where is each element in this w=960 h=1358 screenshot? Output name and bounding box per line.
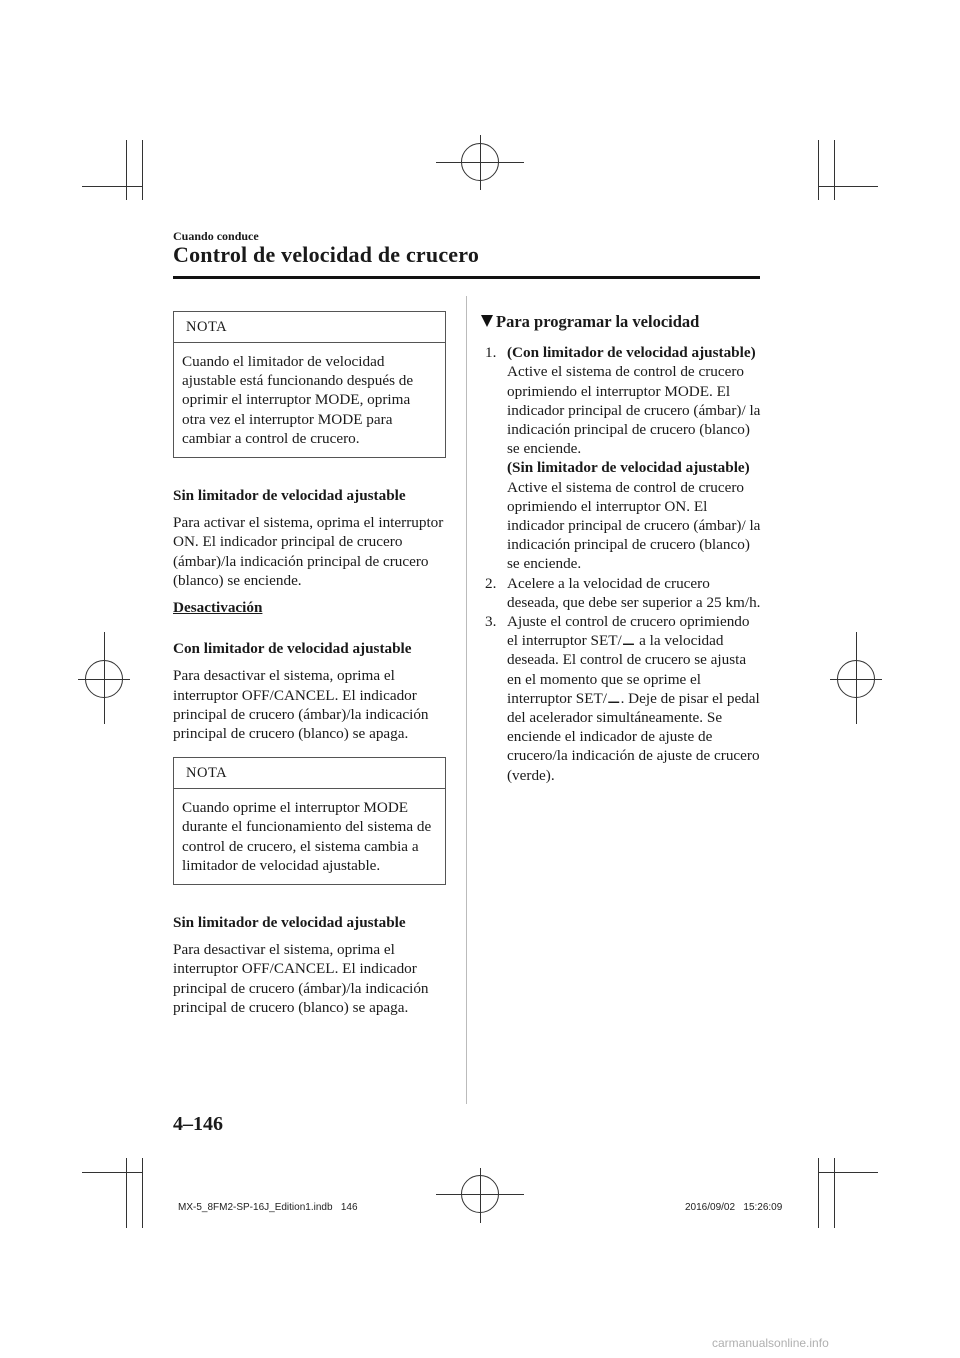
column-divider — [466, 296, 467, 1104]
paragraph: Para desactivar el sistema, oprima el interruptor OFF/CANCEL. El indicador principal de crucero (ámbar)/la indicación principal de crucero (blanco) se apaga. — [173, 941, 429, 1016]
title-rule — [173, 276, 760, 279]
subheading: Sin limitador de velocidad ajustable — [173, 487, 406, 505]
steps-list — [487, 343, 763, 785]
procedure-heading — [481, 312, 763, 331]
note-body: Cuando oprime el interruptor MODE durante el funcionamiento del sistema de control de crucero, el sistema cambia a limitador de velocidad ajustable. — [182, 799, 432, 874]
step-condition: (Sin limitador de velocidad ajustable) — [507, 459, 750, 477]
note-box — [173, 311, 446, 458]
print-timestamp: 2016/09/02 15:26:09 — [685, 1202, 783, 1213]
step-text: Active el sistema de control de crucero oprimiendo el interruptor ON. El indicador principal de crucero (ámbar)/ la indicación principal de crucero (blanco) se enciende. — [507, 478, 761, 573]
step-text: Active el sistema de control de crucero oprimiendo el interruptor MODE. El indicador principal de crucero (ámbar)/ la indicación principal de crucero (blanco) se enciende. — [507, 363, 761, 458]
step-number: 2. — [485, 574, 497, 592]
section-label: Cuando conduce — [173, 229, 259, 243]
deactivation-heading: Desactivación — [173, 599, 263, 617]
list-item — [487, 343, 763, 573]
list-item — [487, 574, 763, 612]
paragraph: Para desactivar el sistema, oprima el interruptor OFF/CANCEL. El indicador principal de crucero (ámbar)/la indicación principal de crucero (blanco) se apaga. — [173, 667, 429, 743]
left-column — [173, 311, 446, 1025]
subheading: Con limitador de velocidad ajustable — [173, 640, 412, 658]
step-text: Acelere a la velocidad de crucero deseada, que debe ser superior a 25 km/h. — [507, 574, 761, 611]
step-condition: (Con limitador de velocidad ajustable) — [507, 344, 756, 362]
procedure-heading-text: Para programar la velocidad — [496, 312, 700, 331]
note-body: Cuando el limitador de velocidad ajustable está funcionando después de oprimir el interruptor MODE, oprima otra vez el interruptor MODE para cambiar a control de crucero. — [182, 353, 414, 447]
page-title: Control de velocidad de crucero — [173, 242, 480, 267]
step-number: 3. — [485, 613, 497, 631]
step-text: Ajuste el control de crucero oprimiendo el interruptor SET/⚊ a la velocidad deseada. El control de crucero se ajusta en el momento que se oprime el interruptor SET/⚊. Deje de pisar el pedal del acelerador simultáneamente. Se enciende el indicador de ajuste de crucero/la indicación de ajuste de crucero (verde). — [507, 613, 760, 784]
note-box — [173, 757, 446, 885]
note-heading: NOTA — [174, 312, 445, 343]
watermark: carmanualsonline.info — [712, 1336, 829, 1350]
page-number: 4–146 — [173, 1113, 223, 1135]
list-item — [487, 612, 763, 785]
paragraph: Para activar el sistema, oprima el interruptor ON. El indicador principal de crucero (ámbar)/la indicación principal de crucero (blanco) se enciende. — [173, 514, 444, 589]
file-info: MX-5_8FM2-SP-16J_Edition1.indb 146 — [178, 1202, 358, 1213]
step-number: 1. — [485, 344, 497, 362]
subheading: Sin limitador de velocidad ajustable — [173, 914, 406, 932]
right-column — [487, 312, 763, 785]
note-heading: NOTA — [174, 758, 445, 789]
triangle-bullet-icon — [481, 315, 493, 327]
